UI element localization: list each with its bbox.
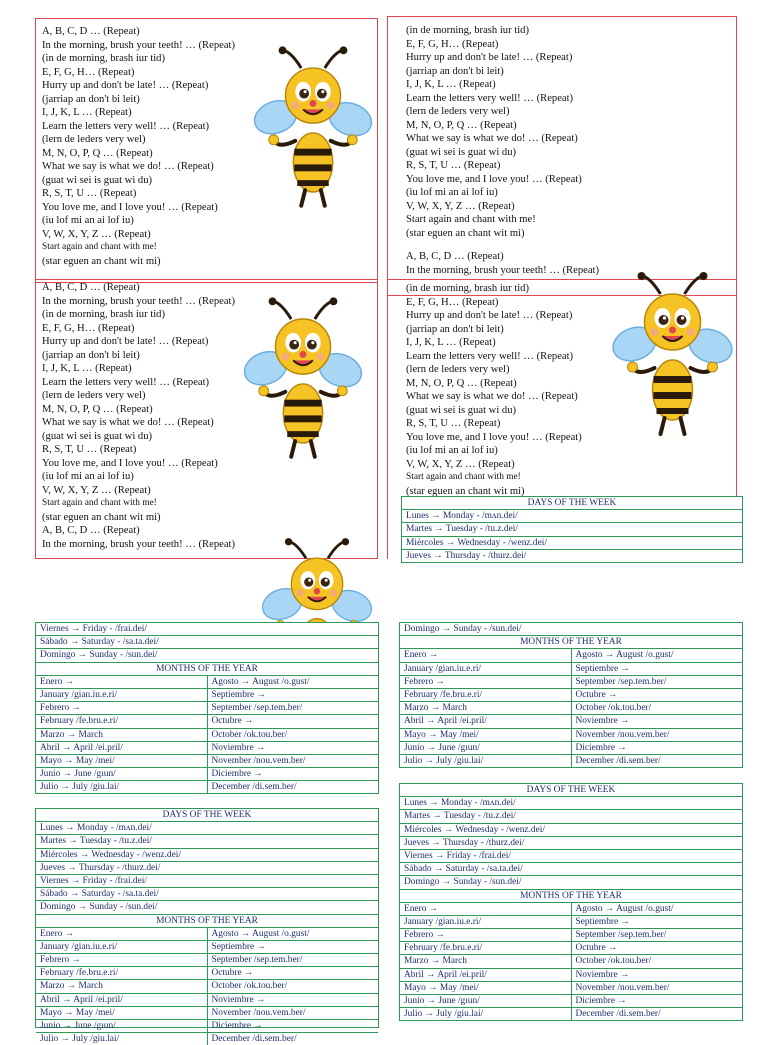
month-cell: Diciembre → (571, 995, 743, 1007)
song-line: (jarriap an don't bi leit) (406, 323, 504, 335)
month-cell: Febrero → (404, 930, 445, 941)
song-line: Learn the letters very well! … (Repeat) (42, 120, 210, 132)
song-line: (lern de leders very wel) (42, 134, 146, 145)
month-row (36, 714, 378, 727)
month-row (400, 714, 742, 727)
song-line: Hurry up and don't be late! … (Repeat) (42, 336, 209, 347)
month-cell: Marzo → March (40, 729, 103, 740)
song-line: V, W, X, Y, Z … (Repeat) (406, 200, 515, 212)
song-line: You love me, and I love you! … (Repeat) (406, 173, 582, 185)
month-cell: Julio → July /giu.lai/ (404, 1009, 484, 1020)
month-cell: January /gian.iu.e.ri/ (40, 689, 118, 700)
month-cell: November /nou.vem.ber/ (571, 982, 743, 994)
month-row (400, 688, 742, 701)
day-row: Sábado → Saturday - /sa.ta.dei/ (36, 635, 378, 648)
song-line: In the morning, brush your teeth! … (Repeat) (42, 295, 235, 307)
song-line: R, S, T, U … (Repeat) (42, 188, 137, 199)
months-header: MONTHS OF THE YEAR (400, 889, 742, 902)
month-row (400, 662, 742, 675)
month-row (400, 728, 742, 741)
song-line: (guat wi sei is guat wi du) (42, 430, 153, 442)
month-row (36, 927, 378, 940)
month-cell: Julio → July /giu.lai/ (40, 1034, 120, 1045)
song-line: Hurry up and don't be late! … (Repeat) (42, 80, 209, 91)
month-cell: Abril → April /ei.pril/ (40, 994, 123, 1005)
song-line: A, B, C, D … (Repeat) (42, 26, 140, 37)
month-row (36, 940, 378, 953)
months-header: MONTHS OF THE YEAR (400, 635, 742, 648)
month-cell: Junio → June /gıun/ (40, 769, 116, 780)
day-row: Sábado → Saturday - /sa.ta.dei/ (400, 862, 742, 875)
song-line: (star eguen an chant wit mi) (406, 227, 525, 239)
month-row (36, 966, 378, 979)
months-header: MONTHS OF THE YEAR (36, 914, 378, 927)
song-line: M, N, O, P, Q … (Repeat) (406, 119, 517, 131)
song-line: (iu lof mi an ai lof iu) (406, 187, 498, 198)
bee-illustration (244, 295, 362, 467)
month-cell: Abril → April /ei.pril/ (404, 716, 487, 727)
song-line: Learn the letters very well! … (Repeat) (406, 92, 574, 104)
month-cell: Febrero → (404, 676, 445, 687)
day-row: Miércoles → Wednesday - /wenz.dei/ (400, 823, 742, 836)
month-cell: Enero → (40, 676, 75, 687)
month-row (400, 902, 742, 915)
day-row: Domingo → Sunday - /sun.dei/ (400, 875, 742, 888)
song-line: In the morning, brush your teeth! … (Repeat) (406, 264, 599, 276)
month-cell: Febrero → (40, 955, 81, 966)
song-lines (406, 282, 582, 498)
song-line: Start again and chant with me! (406, 472, 521, 482)
days-header: DAYS OF THE WEEK (162, 810, 252, 820)
month-cell: January /gian.iu.e.ri/ (404, 663, 482, 674)
month-cell: January /gian.iu.e.ri/ (404, 916, 482, 927)
song-line: M, N, O, P, Q … (Repeat) (42, 147, 153, 159)
month-cell: Octubre → (571, 689, 743, 701)
month-cell: Agosto → August /o.gust/ (207, 676, 379, 688)
month-cell: Agosto → August /o.gust/ (571, 649, 743, 661)
month-row (400, 1007, 742, 1020)
song-line: V, W, X, Y, Z … (Repeat) (42, 484, 151, 496)
month-cell: Enero → (404, 650, 439, 661)
day-row: Viernes → Friday - /frai.dei/ (400, 849, 742, 862)
month-row (400, 928, 742, 941)
month-cell: Junio → June /gıun/ (40, 1021, 116, 1031)
day-row: Miércoles → Wednesday - /wenz.dei/ (402, 536, 742, 549)
song-line: M, N, O, P, Q … (Repeat) (406, 377, 517, 389)
song-line: (lern de leders very wel) (42, 390, 146, 401)
song-box-middle-left (35, 279, 378, 559)
song-line: (iu lof mi an ai lof iu) (42, 215, 134, 226)
day-row: Domingo → Sunday - /sun.dei/ (36, 648, 378, 661)
song-lines (406, 24, 599, 277)
month-cell: Julio → July /giu.lai/ (404, 755, 484, 766)
day-row: Martes → Tuesday - /tu.z.dei/ (400, 809, 742, 822)
song-line: V, W, X, Y, Z … (Repeat) (42, 228, 151, 240)
month-cell: October /ok.tou.ber/ (207, 729, 379, 741)
month-row (400, 915, 742, 928)
song-line: A, B, C, D … (Repeat) (406, 251, 504, 262)
song-lines (42, 281, 235, 551)
song-line: You love me, and I love you! … (Repeat) (42, 457, 218, 469)
song-line: What we say is what we do! … (Repeat) (42, 417, 214, 428)
song-line: (star eguen an chant wit mi) (42, 255, 161, 267)
month-row (36, 979, 378, 992)
song-line: E, F, G, H… (Repeat) (42, 322, 135, 334)
song-line: R, S, T, U … (Repeat) (42, 444, 137, 455)
bee-illustration (254, 44, 372, 216)
month-row (400, 754, 742, 767)
song-line: You love me, and I love you! … (Repeat) (406, 431, 582, 443)
day-row: Lunes → Monday - /mʌn.dei/ (402, 509, 742, 522)
song-line: Start again and chant with me! (406, 214, 536, 225)
song-line: E, F, G, H… (Repeat) (406, 38, 499, 50)
song-line: M, N, O, P, Q … (Repeat) (42, 403, 153, 415)
month-cell: December /di.sem.ber/ (207, 781, 379, 793)
song-line: (jarriap an don't bi leit) (42, 349, 140, 361)
day-row: Jueves → Thursday - /thurz.dei/ (402, 549, 742, 562)
month-cell: January /gian.iu.e.ri/ (40, 941, 118, 952)
month-cell: Febrero → (40, 703, 81, 714)
month-cell: Abril → April /ei.pril/ (40, 742, 123, 753)
month-cell: Septiembre → (207, 689, 379, 701)
song-line: I, J, K, L … (Repeat) (42, 107, 132, 118)
days-table (401, 496, 743, 563)
month-cell: Marzo → March (404, 956, 467, 967)
month-cell: February /fe.bru.e.ri/ (404, 943, 483, 954)
song-line: Hurry up and don't be late! … (Repeat) (406, 310, 573, 321)
month-row (400, 648, 742, 661)
day-row: Domingo → Sunday - /sun.dei/ (36, 900, 378, 913)
song-line: E, F, G, H… (Repeat) (42, 66, 135, 78)
month-cell: November /nou.vem.ber/ (207, 755, 379, 767)
month-row (400, 994, 742, 1007)
song-line: Start again and chant with me! (42, 242, 157, 252)
month-cell: February /fe.bru.e.ri/ (40, 716, 119, 727)
day-row: Domingo → Sunday - /sun.dei/ (404, 624, 522, 634)
song-line: (jarriap an don't bi leit) (406, 65, 504, 77)
day-row: Viernes → Friday - /frai.dei/ (40, 624, 147, 634)
month-row (36, 780, 378, 793)
month-row (36, 767, 378, 780)
song-line: (lern de leders very wel) (406, 106, 510, 117)
month-cell: Diciembre → (207, 768, 379, 780)
day-row: Martes → Tuesday - /tu.z.dei/ (402, 522, 742, 535)
day-row: Sábado → Saturday - /sa.ta.dei/ (36, 887, 378, 900)
month-cell: Diciembre → (207, 1020, 379, 1032)
month-cell: September /sep.tem.ber/ (571, 929, 743, 941)
month-cell: December /di.sem.ber/ (571, 755, 743, 767)
song-line: (in de morning, brash iur tid) (42, 309, 165, 320)
months-header: MONTHS OF THE YEAR (36, 662, 378, 675)
month-cell: Noviembre → (207, 994, 379, 1006)
month-row (36, 953, 378, 966)
song-line: I, J, K, L … (Repeat) (406, 79, 496, 90)
song-line: What we say is what we do! … (Repeat) (406, 391, 578, 402)
song-line: A, B, C, D … (Repeat) (42, 282, 140, 293)
month-cell: Marzo → March (40, 981, 103, 992)
song-line: (lern de leders very wel) (406, 364, 510, 375)
month-cell: Noviembre → (571, 969, 743, 981)
month-cell: September /sep.tem.ber/ (207, 954, 379, 966)
month-cell: December /di.sem.ber/ (571, 1008, 743, 1020)
month-cell: Octubre → (571, 942, 743, 954)
month-cell: October /ok.tou.ber/ (207, 980, 379, 992)
month-row (400, 675, 742, 688)
days-header: DAYS OF THE WEEK (526, 785, 616, 795)
bee-peek-clip (262, 536, 372, 594)
month-cell: February /fe.bru.e.ri/ (40, 968, 119, 979)
month-cell: Agosto → August /o.gust/ (571, 903, 743, 915)
month-cell: Septiembre → (207, 941, 379, 953)
month-cell: Julio → July /giu.lai/ (40, 782, 120, 793)
song-line: What we say is what we do! … (Repeat) (42, 161, 214, 172)
song-line: (in de morning, brash iur tid) (406, 25, 529, 36)
month-cell: Enero → (404, 903, 439, 914)
month-cell: September /sep.tem.ber/ (207, 702, 379, 714)
song-line: (guat wi sei is guat wi du) (406, 146, 517, 158)
day-row: Viernes → Friday - /frai.dei/ (36, 874, 378, 887)
month-cell: Octubre → (207, 715, 379, 727)
month-cell: Mayo → May /mei/ (40, 755, 115, 766)
month-row (36, 688, 378, 701)
month-row (36, 993, 378, 1006)
song-line: (guat wi sei is guat wi du) (42, 174, 153, 186)
days-header: DAYS OF THE WEEK (527, 498, 617, 508)
month-cell: Mayo → May /mei/ (404, 982, 479, 993)
day-row: Lunes → Monday - /mʌn.dei/ (400, 796, 742, 809)
song-box-top-right (387, 16, 737, 296)
day-row: Miércoles → Wednesday - /wenz.dei/ (36, 848, 378, 861)
song-line: Hurry up and don't be late! … (Repeat) (406, 52, 573, 63)
month-row (400, 741, 742, 754)
month-row (36, 728, 378, 741)
month-cell: October /ok.tou.ber/ (571, 955, 743, 967)
song-line: Start again and chant with me! (42, 498, 157, 508)
song-line: (star eguen an chant wit mi) (406, 485, 525, 497)
song-line: I, J, K, L … (Repeat) (42, 363, 132, 374)
day-row: Martes → Tuesday - /tu.z.dei/ (36, 834, 378, 847)
song-line: R, S, T, U … (Repeat) (406, 160, 501, 171)
song-line: (jarriap an don't bi leit) (42, 93, 140, 105)
month-row (400, 941, 742, 954)
song-line: In the morning, brush your teeth! … (Repeat) (42, 39, 235, 51)
month-cell: Mayo → May /mei/ (404, 729, 479, 740)
month-cell: September /sep.tem.ber/ (571, 676, 743, 688)
song-line: Learn the letters very well! … (Repeat) (42, 376, 210, 388)
song-line: (in de morning, brash iur tid) (42, 53, 165, 64)
month-cell: November /nou.vem.ber/ (571, 729, 743, 741)
days-months-table-1 (35, 622, 379, 794)
month-cell: Noviembre → (571, 715, 743, 727)
song-line: V, W, X, Y, Z … (Repeat) (406, 458, 515, 470)
song-line: A, B, C, D … (Repeat) (42, 525, 140, 536)
days-months-table-2 (399, 622, 743, 768)
month-cell: Junio → June /gıun/ (404, 996, 480, 1006)
bee-illustration (610, 272, 735, 442)
month-row (400, 968, 742, 981)
song-line: E, F, G, H… (Repeat) (406, 296, 499, 308)
month-cell: Octubre → (207, 967, 379, 979)
month-cell: Septiembre → (571, 663, 743, 675)
month-row (36, 754, 378, 767)
day-row: Jueves → Thursday - /thurz.dei/ (36, 861, 378, 874)
song-line: I, J, K, L … (Repeat) (406, 337, 496, 348)
song-box-top-left (35, 18, 378, 283)
day-row: Lunes → Monday - /mʌn.dei/ (36, 821, 378, 834)
song-lines (42, 25, 235, 268)
song-line: What we say is what we do! … (Repeat) (406, 133, 578, 144)
month-cell: Septiembre → (571, 916, 743, 928)
month-row (36, 1006, 378, 1019)
month-cell: Marzo → March (404, 703, 467, 714)
month-row (36, 1032, 378, 1045)
month-row (400, 954, 742, 967)
month-row (36, 741, 378, 754)
month-row (36, 1019, 378, 1032)
song-line: (guat wi sei is guat wi du) (406, 404, 517, 416)
month-cell: Agosto → August /o.gust/ (207, 928, 379, 940)
song-line: In the morning, brush your teeth! … (Repeat) (42, 538, 235, 550)
month-cell: Diciembre → (571, 742, 743, 754)
day-row: Jueves → Thursday - /thurz.dei/ (400, 836, 742, 849)
month-row (36, 675, 378, 688)
song-line: R, S, T, U … (Repeat) (406, 418, 501, 429)
song-line: (in de morning, brash iur tid) (406, 283, 529, 294)
days-months-table-4 (35, 808, 379, 1045)
month-row (400, 701, 742, 714)
month-cell: February /fe.bru.e.ri/ (404, 689, 483, 700)
month-cell: Abril → April /ei.pril/ (404, 969, 487, 980)
month-cell: October /ok.tou.ber/ (571, 702, 743, 714)
song-line: (star eguen an chant wit mi) (42, 511, 161, 523)
month-cell: Noviembre → (207, 742, 379, 754)
month-cell: Enero → (40, 928, 75, 939)
song-line: (iu lof mi an ai lof iu) (406, 445, 498, 456)
song-line: You love me, and I love you! … (Repeat) (42, 201, 218, 213)
month-cell: Mayo → May /mei/ (40, 1007, 115, 1018)
month-cell: November /nou.vem.ber/ (207, 1007, 379, 1019)
month-row (400, 981, 742, 994)
song-line: Learn the letters very well! … (Repeat) (406, 350, 574, 362)
month-row (36, 701, 378, 714)
song-line: (iu lof mi an ai lof iu) (42, 471, 134, 482)
month-cell: December /di.sem.ber/ (207, 1033, 379, 1045)
days-months-table-3 (399, 783, 743, 1021)
month-cell: Junio → June /gıun/ (404, 742, 480, 753)
